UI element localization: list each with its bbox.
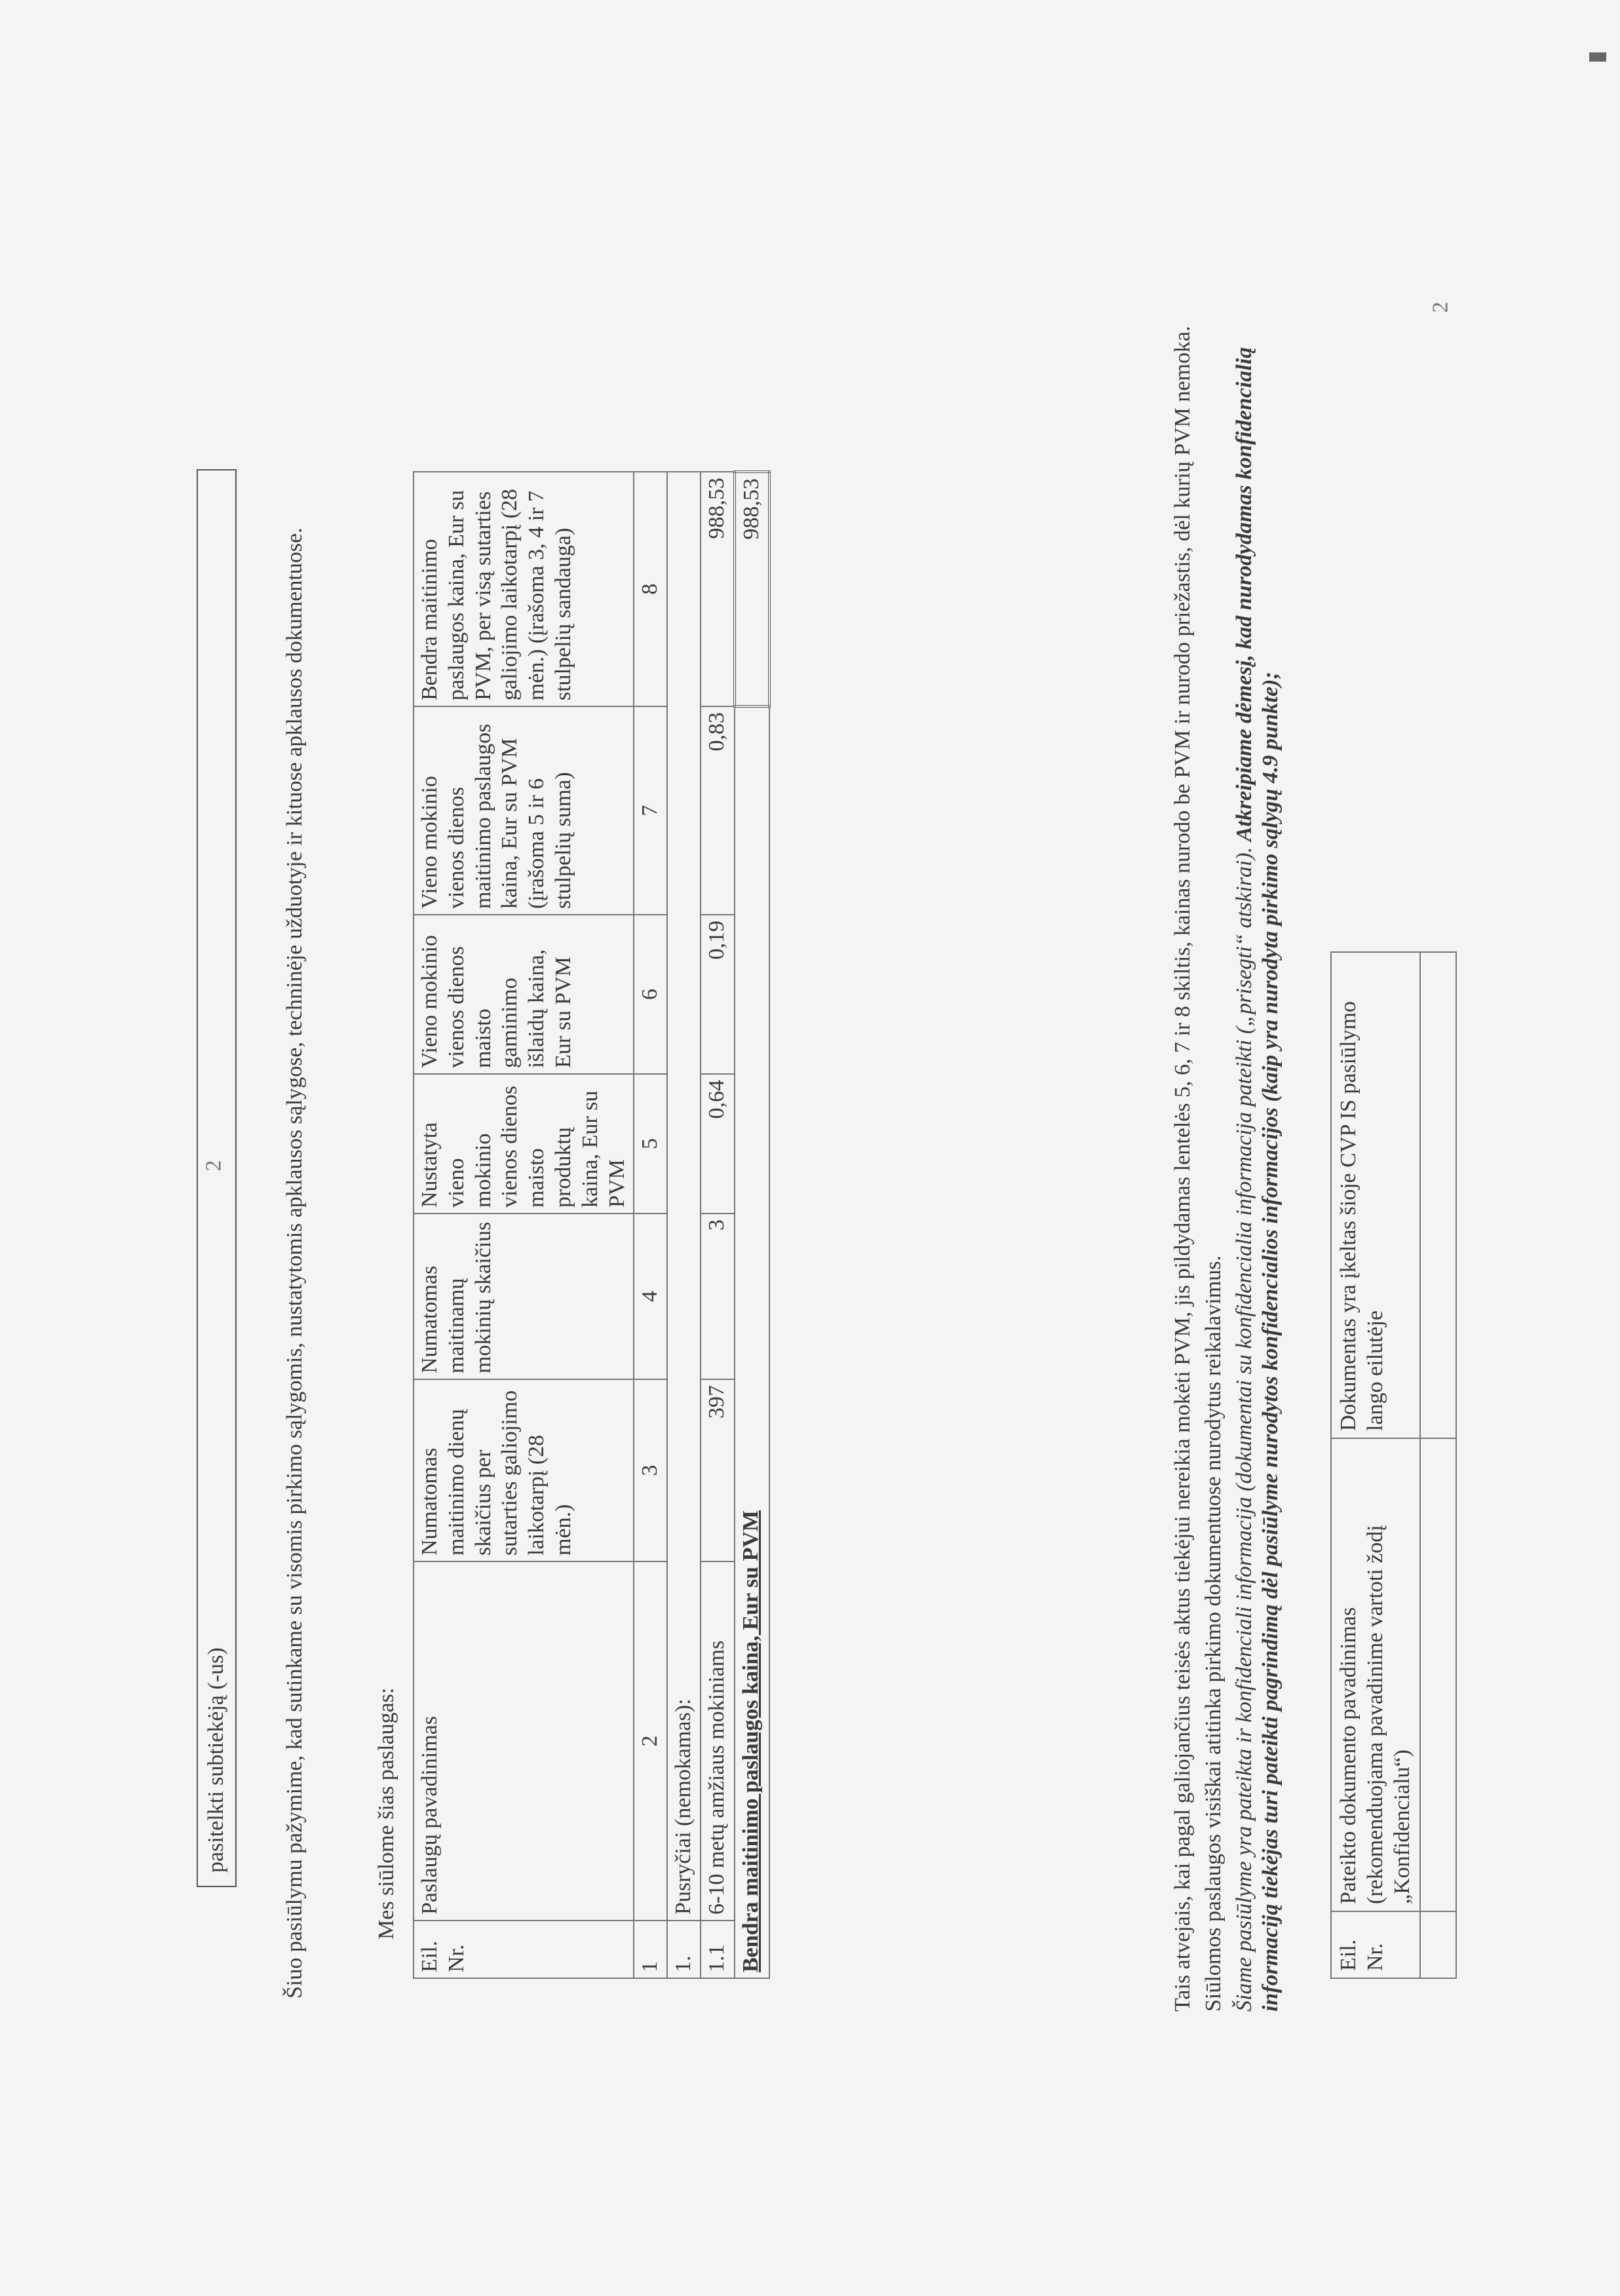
empty-cell xyxy=(1420,1438,1456,1911)
scan-edge-mark xyxy=(1589,52,1606,62)
table-header-row xyxy=(414,472,634,1978)
header-cell: Eil. Nr. xyxy=(414,1921,634,1978)
column-number: 7 xyxy=(634,706,667,915)
grand-total-value: 988,53 xyxy=(735,472,769,706)
compliance-note: Siūlomos paslaugos visiškai atitinka pirkimo dokumentuose nurodytus reikalavimus. xyxy=(1201,1255,1225,2012)
header-cell: Bendra maitinimo paslaugos kaina, Eur su PVM, per visą sutarties galiojimo laikotarpį (28 mėn.) (įrašoma 3, 4 ir 7 stulpelių sandauga) xyxy=(414,472,634,706)
column-number: 6 xyxy=(634,915,667,1074)
page-number-top: 2 xyxy=(201,1160,226,1172)
confidential-note-text: Šiame pasiūlyme yra pateikta ir konfidenciali informacija (dokumentai su konfidencialia informacija pateikti („prisegti“ atskirai). xyxy=(1231,841,1256,2012)
rotated-page-content xyxy=(204,151,1501,2116)
table-header-row xyxy=(1331,952,1420,1978)
product-price-value: 0,64 xyxy=(701,1074,735,1214)
row-nr: 1.1 xyxy=(701,1921,735,1978)
total-row xyxy=(735,472,769,1978)
column-number: 8 xyxy=(634,472,667,706)
header-cell: Numatomas maitinimo dienų skaičius per sutarties galiojimo laikotarpį (28 mėn.) xyxy=(414,1379,634,1561)
header-cell: Vieno mokinio vienos dienos maisto gaminimo išlaidų kaina, Eur su PVM xyxy=(414,915,634,1074)
table-row xyxy=(1420,952,1456,1978)
confidential-note xyxy=(1231,275,1285,2012)
header-cell: Paslaugų pavadinimas xyxy=(414,1561,634,1921)
column-number: 1 xyxy=(634,1921,667,1978)
column-number: 5 xyxy=(634,1074,667,1214)
column-number: 2 xyxy=(634,1561,667,1921)
header-cell: Nustatyta vieno mokinio vienos dienos maisto produktų kaina, Eur su PVM xyxy=(414,1074,634,1214)
section-label: Pusryčiai (nemokamas): xyxy=(667,472,701,1921)
header-cell: Eil. Nr. xyxy=(1331,1911,1420,1978)
column-number-row xyxy=(634,472,667,1978)
header-cell: Dokumentas yra įkeltas šioje CVP IS pasiūlymo lango eilutėje xyxy=(1331,952,1420,1438)
column-number: 3 xyxy=(634,1379,667,1561)
days-value: 397 xyxy=(701,1379,735,1561)
empty-cell xyxy=(1420,1911,1456,1978)
day-price-value: 0,83 xyxy=(701,706,735,915)
notes-section xyxy=(1170,275,1288,2012)
total-label: Bendra maitinimo paslaugos kaina, Eur su PVM xyxy=(735,706,769,1978)
confidential-docs-table xyxy=(1330,951,1457,1979)
header-cell: Vieno mokinio vienos dienos maitinimo paslaugos kaina, Eur su PVM (įrašoma 5 ir 6 stulpelių suma) xyxy=(414,706,634,915)
cooking-cost-value: 0,19 xyxy=(701,915,735,1074)
empty-cell xyxy=(1420,952,1456,1438)
confidential-note-emphasis: Atkreipiame dėmesį, kad nurodydamas konfidencialią informaciją tiekėjas turi pateikti pagrindimą dėl pasiūlyme nurodytos konfidencialios informacijos (kaip yra nurodyta pirkimo sąlygų 4.9 punkte); xyxy=(1231,347,1283,2012)
section-row xyxy=(667,472,701,1978)
intro-paragraph: Šiuo pasiūlymu pažymime, kad sutinkame su visomis pirkimo sąlygomis, nustatytomis apklausos sąlygose, techninėje užduotyje ir kituose apklausos dokumentuose. xyxy=(282,527,307,1999)
page-number-right: 2 xyxy=(1428,301,1453,313)
subcontractor-box: pasitelkti subtiekėją (-us) xyxy=(197,469,237,1887)
header-cell: Numatomas maitinamų mokinių skaičius xyxy=(414,1214,634,1379)
vat-note: Tais atvejais, kai pagal galiojančius teisės aktus tiekėjui nereikia mokėti PVM, jis pildydamas lentelės 5, 6, 7 ir 8 skiltis, kainas nurodo be PVM ir nurodo priežastis, dėl kurių PVM nemoka. xyxy=(1170,326,1195,2012)
total-value: 988,53 xyxy=(701,472,735,706)
column-number: 4 xyxy=(634,1214,667,1379)
table-row xyxy=(701,472,735,1978)
services-table xyxy=(413,470,771,1979)
service-name: 6-10 metų amžiaus mokiniams xyxy=(701,1561,735,1921)
offer-lead: Mes siūlome šias paslaugas: xyxy=(374,1687,398,1940)
students-value: 3 xyxy=(701,1214,735,1379)
header-cell: Pateikto dokumento pavadinimas (rekomenduojama pavadinime vartoti žodį „Konfidencialu“) xyxy=(1331,1438,1420,1911)
section-nr: 1. xyxy=(667,1921,701,1978)
